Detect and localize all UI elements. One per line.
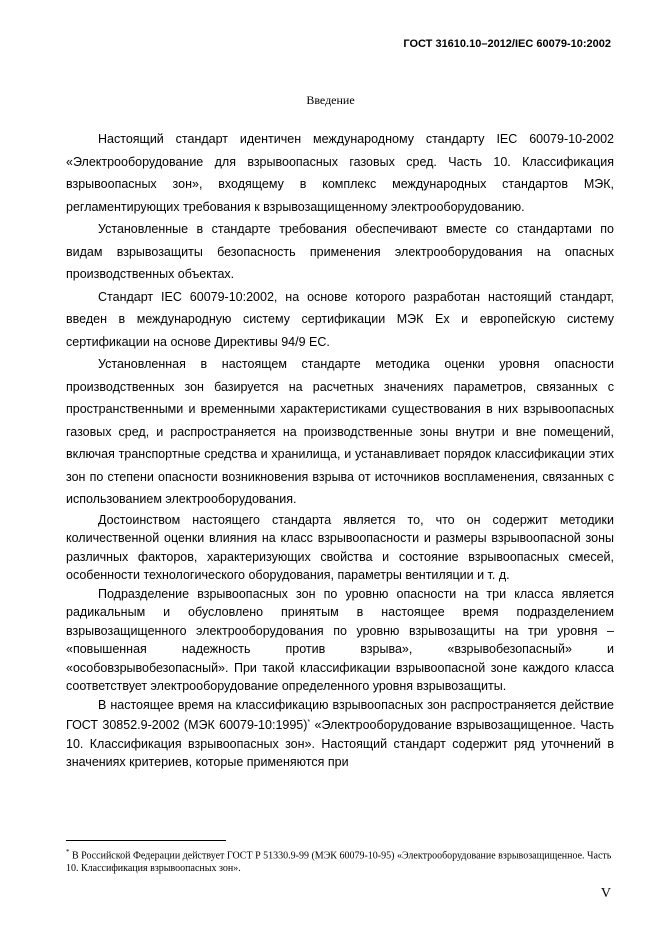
footnote-text: В Российской Федерации действует ГОСТ Р 51330.9-99 (МЭК 60079-10-95) «Электрооборудование взрывозащищенное. Часть 10. Классификация взрывоопасных зон». (66, 850, 612, 875)
paragraph-7-start: В настоящее время на классификацию взрывоопасных зон распространяется действие ГОСТ 30852.9-2002 (МЭК 60079-10:1995) (66, 697, 614, 733)
paragraph-1: Настоящий стандарт идентичен международному стандарту IEC 60079-10-2002 «Электрооборудование для взрывоопасных газовых сред. Часть 10. Классификация взрывоопасных зон», входящему в комплекс международных стандартов МЭК, регламентирующих требования к взрывозащищенному электрооборудованию. (66, 132, 614, 214)
standard-code-header: ГОСТ 31610.10–2012/IEC 60079-10:2002 (403, 38, 611, 50)
paragraph-7 (66, 696, 614, 772)
paragraph-2: Установленные в стандарте требования обеспечивают вместе со стандартами по видам взрывозащиты безопасность применения электрооборудования на опасных производственных объектах. (66, 222, 614, 281)
paragraph-6: Подразделение взрывоопасных зон по уровню опасности на три класса является радикальным и обусловлено принятым в настоящее время подразделением взрывозащищенного электрооборудования по уровню взрывозащиты на три уровня – «повышенная надежность против взрыва», «взрывобезопасный» и «особовзрывобезопасный». При такой классификации взрывоопасной зоне каждого класса соответствует электрооборудование определенного уровня взрывозащиты. (66, 586, 614, 693)
body-text (66, 128, 614, 772)
paragraph-7-end: «Электрооборудование взрывозащищенное. Часть 10. Классификация взрывоопасных зон». Настоящий стандарт содержит ряд уточнений в значениях критериев, которые применяются при (66, 718, 614, 770)
section-title: Введение (306, 93, 355, 107)
footnote (66, 846, 614, 875)
footnote-separator (66, 840, 226, 841)
paragraph-3: Стандарт IEC 60079-10:2002, на основе которого разработан настоящий стандарт, введен в международную систему сертификации МЭК Ex и европейскую систему сертификации на основе Директивы 94/9 ЕС. (66, 289, 614, 349)
paragraph-4: Установленная в настоящем стандарте методика оценки уровня опасности производственных зон базируется на расчетных значениях параметров, связанных с пространственными и временными характеристиками существования в них взрывоопасных газовых сред, и распространяется на производственные зоны внутри и вне помещений, включая транспортные средства и хранилища, и устанавливает порядок классификации этих зон по степени опасности возникновения взрыва от источников воспламенения, связанных с использованием электрооборудования. (66, 357, 614, 506)
footnote-marker: * (307, 719, 311, 726)
page-number: V (600, 886, 611, 901)
footnote-ref-marker: * (66, 848, 70, 856)
paragraph-5: Достоинством настоящего стандарта является то, что он содержит методики количественной оценки влияния на класс взрывоопасности и размеры взрывоопасной зоны различных факторов, характеризующих свойства и состояние взрывоопасных смесей, особенности технологического оборудования, параметры вентиляции и т. д. (66, 512, 614, 582)
